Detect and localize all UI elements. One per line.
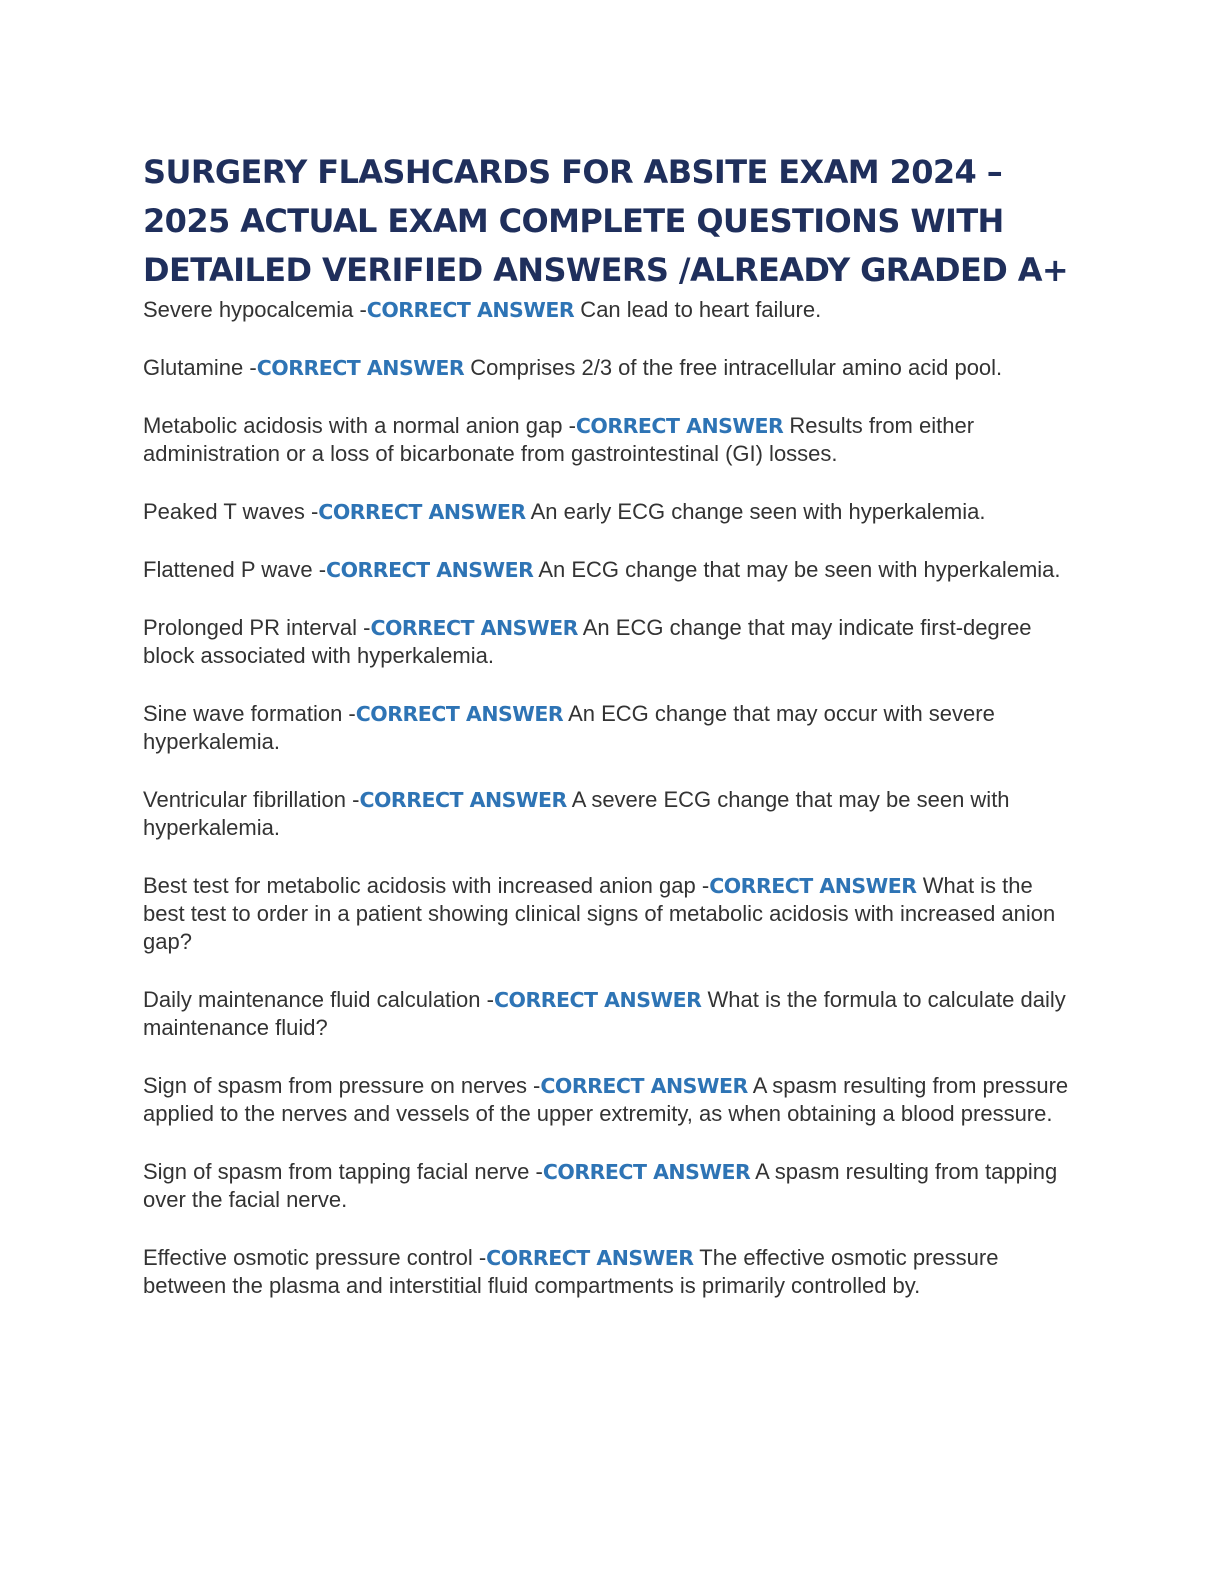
flashcard: [143, 986, 1078, 1042]
flashcard-answer: An ECG change that may be seen with hyperkalemia.: [533, 557, 1061, 582]
flashcard: [143, 1072, 1078, 1128]
flashcard: [143, 614, 1078, 670]
flashcard-answer: A spasm resulting from pressure applied to the nerves and vessels of the upper extremity, as when obtaining a blood pressure.: [143, 1073, 1069, 1126]
flashcard: [143, 1244, 1078, 1300]
correct-answer-label: CORRECT ANSWER: [359, 788, 567, 812]
flashcard-answer: A spasm resulting from tapping over the facial nerve.: [143, 1159, 1058, 1212]
flashcard-answer: What is the best test to order in a patient showing clinical signs of metabolic acidosis with increased anion gap?: [143, 873, 1056, 954]
flashcard-term: Sign of spasm from tapping facial nerve -: [143, 1159, 543, 1184]
flashcard-term: Best test for metabolic acidosis with increased anion gap -: [143, 873, 710, 898]
flashcard: [143, 1158, 1078, 1214]
flashcard-answer: A severe ECG change that may be seen with hyperkalemia.: [143, 787, 1010, 840]
flashcard-term: Flattened P wave -: [143, 557, 327, 582]
correct-answer-label: CORRECT ANSWER: [542, 1160, 751, 1184]
flashcard: [143, 296, 1078, 324]
flashcard-term: Effective osmotic pressure control -: [143, 1245, 487, 1270]
flashcard-term: Glutamine -: [143, 355, 257, 380]
flashcard-term: Metabolic acidosis with a normal anion gap -: [143, 413, 576, 438]
flashcard-answer: An ECG change that may occur with severe hyperkalemia.: [143, 701, 995, 754]
correct-answer-label: CORRECT ANSWER: [486, 1246, 694, 1270]
flashcard-term: Sine wave formation -: [143, 701, 356, 726]
document-title: SURGERY FLASHCARDS FOR ABSITE EXAM 2024 – 2025 ACTUAL EXAM COMPLETE QUESTIONS WITH DETAILED VERIFIED ANSWERS /ALREADY GRADED A+: [143, 153, 1069, 289]
flashcard: [143, 700, 1078, 756]
flashcard-term: Peaked T waves -: [143, 499, 319, 524]
correct-answer-label: CORRECT ANSWER: [540, 1074, 748, 1098]
correct-answer-label: CORRECT ANSWER: [575, 414, 784, 438]
document-page: [143, 148, 1078, 1330]
flashcard-term: Severe hypocalcemia -: [143, 297, 367, 322]
flashcard-answer: An ECG change that may indicate first-degree block associated with hyperkalemia.: [143, 615, 1032, 668]
flashcard-term: Daily maintenance fluid calculation -: [143, 987, 494, 1012]
correct-answer-label: CORRECT ANSWER: [709, 874, 917, 898]
flashcard-term: Sign of spasm from pressure on nerves -: [143, 1073, 541, 1098]
correct-answer-label: CORRECT ANSWER: [370, 616, 578, 640]
flashcard: [143, 872, 1078, 956]
flashcard: [143, 354, 1078, 382]
correct-answer-label: CORRECT ANSWER: [256, 356, 465, 380]
correct-answer-label: CORRECT ANSWER: [355, 702, 564, 726]
flashcard-list: [143, 296, 1078, 1300]
flashcard-term: Ventricular fibrillation -: [143, 787, 360, 812]
flashcard: [143, 412, 1078, 468]
flashcard-answer: Can lead to heart failure.: [574, 297, 822, 322]
correct-answer-label: CORRECT ANSWER: [493, 988, 702, 1012]
flashcard: [143, 786, 1078, 842]
flashcard-answer: Results from either administration or a loss of bicarbonate from gastrointestinal (GI) losses.: [143, 413, 975, 466]
correct-answer-label: CORRECT ANSWER: [318, 500, 526, 524]
flashcard-answer: The effective osmotic pressure between the plasma and interstitial fluid compartments is primarily controlled by.: [143, 1245, 999, 1298]
flashcard-answer: An early ECG change seen with hyperkalemia.: [525, 499, 986, 524]
flashcard-answer: Comprises 2/3 of the free intracellular amino acid pool.: [464, 355, 1003, 380]
flashcard: [143, 498, 1078, 526]
flashcard-term: Prolonged PR interval -: [143, 615, 371, 640]
correct-answer-label: CORRECT ANSWER: [326, 558, 534, 582]
flashcard: [143, 556, 1078, 584]
correct-answer-label: CORRECT ANSWER: [366, 298, 575, 322]
flashcard-answer: What is the formula to calculate daily maintenance fluid?: [143, 987, 1066, 1040]
